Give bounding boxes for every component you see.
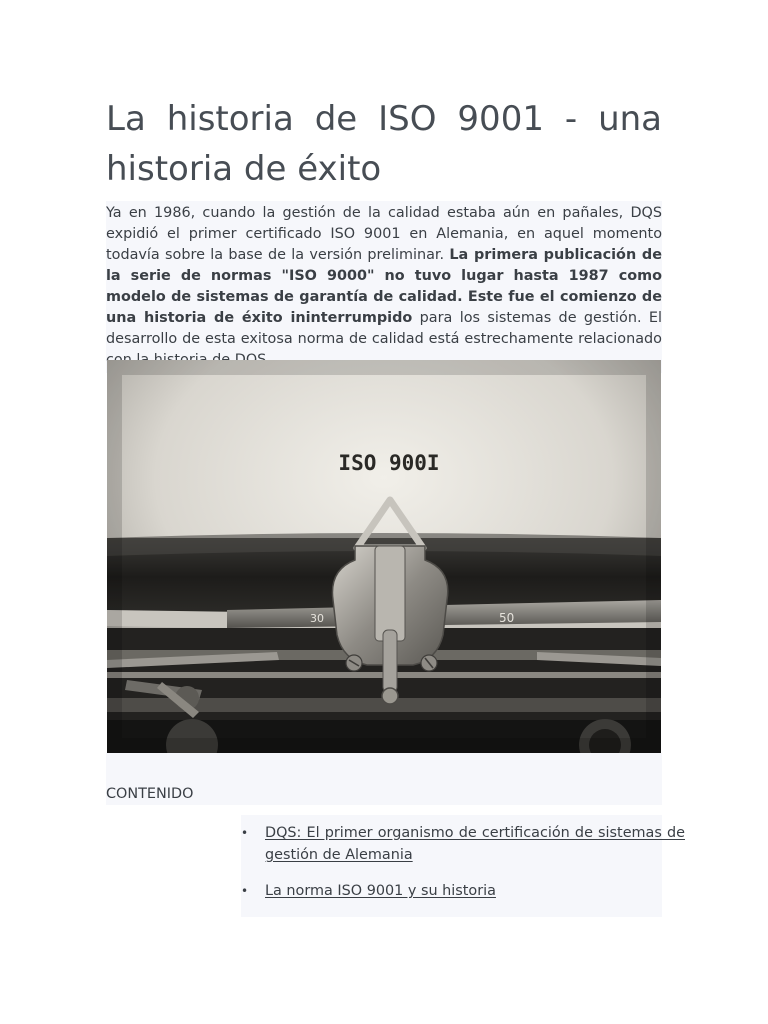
scale-label-left: 30 (310, 612, 324, 625)
scale-label-right: 50 (499, 611, 515, 625)
intro-paragraph (106, 201, 662, 373)
toc-item (241, 822, 685, 866)
paper-typed-text: ISO 900I (338, 451, 440, 475)
contents-heading: CONTENIDO (106, 786, 194, 802)
table-of-contents (241, 815, 685, 917)
hero-image-typewriter (107, 360, 661, 753)
toc-link-iso-9001[interactable]: La norma ISO 9001 y su historia (265, 883, 496, 899)
intro-bold-text: La primera publicación de la serie de normas "ISO 9000" no tuvo lugar hasta 1987 como modelo de sistemas de garantía de calidad. Este fue el comienzo de una historia de éxito ininterrumpido (106, 247, 662, 326)
toc-link-dqs[interactable]: DQS: El primer organismo de certificación de sistemas de gestión de Alemania (265, 825, 685, 863)
intro-text-end: para los sistemas de gestión. El desarrollo de esta exitosa norma de calidad está estrechamente relacionado (106, 310, 662, 347)
article-title: La historia de ISO 9001 - una historia de éxito (106, 99, 662, 189)
toc-item (241, 880, 685, 902)
intro-text: Ya en 1986, cuando la gestión de la calidad estaba aún en pañales, DQS expidió el primer certificado ISO 9001 en Alemania, en aquel momento todavía sobre la base de la versión preliminar. (106, 205, 662, 263)
